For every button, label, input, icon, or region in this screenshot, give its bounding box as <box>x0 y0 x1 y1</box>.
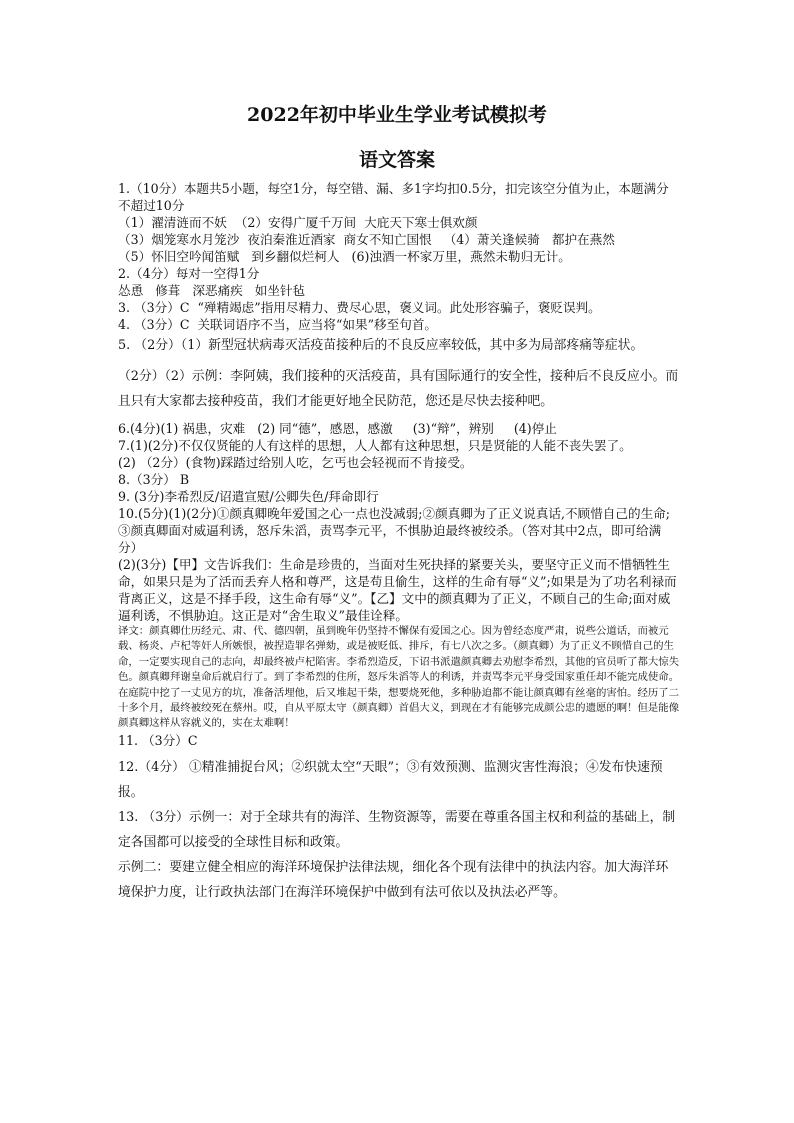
answer-q13-example1: 13. （3分）示例一：对于全球共有的海洋、生物资源等，需要在尊重各国主权和利益的基础上，制定各国都可以接受的全球性目标和政策。 <box>118 809 676 850</box>
answer-q6: 6.(4分)(1) 祸患，灾难 (2) 同“德”，感恩，感激 (3)“辩”，辨别 (4)停止 <box>118 421 557 436</box>
answer-q5-1: 5. （2分）（1）新型冠状病毒灭活疫苗接种后的不良反应率较低，其中多为局部疼痛等症状。 <box>118 338 644 353</box>
answer-q1-intro: 1.（10分）本题共5小题，每空1分，每空错、漏、多1字均扣0.5分，扣完该空分值为止，本题满分不超过10分 <box>118 181 669 213</box>
answer-q1-part3-4: （3）烟笼寒水月笼沙 夜泊秦淮近酒家 商女不知亡国恨 （4）萧关逢候骑 都护在燕然 <box>118 232 615 247</box>
answer-q13-example2: 示例二：要建立健全相应的海洋环境保护法律法规，细化各个现有法律中的执法内容。加大海洋环境保护力度，让行政执法部门在海洋环境保护中做到有法可依以及执法必严等。 <box>118 859 669 900</box>
answer-q8: 8.（3分） B <box>118 472 190 487</box>
answer-translation: 译文：颜真卿仕历经元、肃、代、德四朝，虽到晚年仍坚持不懈保有爱国之心。因为曾经态度严肃，说些公道话，而被元载、杨炎、卢杞等奸人所嫉恨，被捏造罪名弹劾，或是被贬低、排斥，有七八次之多。（颜真卿）为了正义不顾惜自己的生命，一定要实现自己的志向，却最终被卢杞陷害。李希烈造反，下诏书派遣颜真卿去劝慰李希烈，其他的官员听了都大惊失色。颜真卿拜谢皇命后就启行了。到了李希烈的住所，怒斥朱滔等人的利诱，并责骂李元平身受国家重任却不能完成使命。在庭院中挖了一丈见方的坑，准备活埋他，后又堆起干柴，想要烧死他，多种胁迫都不能让颜真卿有丝毫的害怕。经历了二十多个月，最终被绞死在蔡州。哎，自从平原太守（颜真卿）首倡大义，到现在才有能够完成颜公忠的遗愿的啊！但是能像颜真卿这样从容就义的，实在太难啊！ <box>118 625 680 730</box>
answer-q2-intro: 2.（4分）每对一空得1分 <box>118 266 260 281</box>
answer-q12: 12.（4分） ①精准捕捉台风；②织就太空“天眼”；③有效预测、监测灾害性海浪；④发布快速预报。 <box>118 759 663 800</box>
answer-q5-2: （2分）（2）示例：李阿姨，我们接种的灭活疫苗，具有国际通行的安全性，接种后不良反应小。而且只有大家都去接种疫苗，我们才能更好地全民防范，您还是尽快去接种吧。 <box>118 369 679 409</box>
page-title: 2022年初中毕业生学业考试模拟考 <box>247 104 547 126</box>
answer-q1-part1-2: （1）濯清涟而不妖 （2）安得广厦千万间 大庇天下寒士俱欢颜 <box>118 215 478 230</box>
answer-q10-1: 10.(5分)(1)(2分)①颜真卿晚年爱国之心一点也没减弱;②颜真卿为了正义说真话,不顾惜自己的生命;③颜真卿面对威逼利诱，怒斥朱滔，责骂李元平，不惧胁迫最终被绞杀。（答对其中2点，即可给满分） <box>118 506 671 555</box>
answer-q9: 9. (3分)李希烈反/诏遣宣慰/公卿失色/拜命即行 <box>118 489 379 504</box>
answer-q7-1: 7.(1)(2分)不仅仅贤能的人有这样的思想，人人都有这种思想，只是贤能的人能不丧失罢了。 <box>118 438 632 453</box>
answer-q7-2: (2) （2分）(食物)踩踏过给别人吃，乞丐也会轻视而不肯接受。 <box>118 455 473 470</box>
answer-q4: 4. （3分）C 关联词语序不当，应当将“如果”移至句首。 <box>118 317 438 332</box>
answer-content <box>118 180 680 905</box>
answer-q1-part5-6: （5）怀旧空吟闻笛赋 到乡翻似烂柯人 (6)浊酒一杯家万里，燕然未勒归无计。 <box>118 249 571 264</box>
answer-q3: 3. （3分）C “殚精竭虑”指用尽精力、费尽心思，褒义词。此处形容骗子，褒贬误判。 <box>118 300 601 315</box>
page-subtitle: 语文答案 <box>358 149 435 171</box>
answer-q10-2: (2)(3分)【甲】文告诉我们：生命是珍贵的，当面对生死抉择的紧要关头，要坚守正义而不惜牺牲生命，如果只是为了活而丢弃人格和尊严，这是苟且偷生，这样的生命有辱“义”;如果是为了功名利禄而背离正义，这是不择手段，这生命有辱“义”。【乙】文中的颜真卿为了正义，不顾自己的生命;面对威逼利诱，不惧胁迫。这正是对“舍生取义”最佳诠释。 <box>118 557 677 623</box>
answer-q2-words: 怂恿 修葺 深恶痛疾 如坐针毡 <box>118 283 306 298</box>
answer-q11: 11. （3分）C <box>118 732 198 748</box>
